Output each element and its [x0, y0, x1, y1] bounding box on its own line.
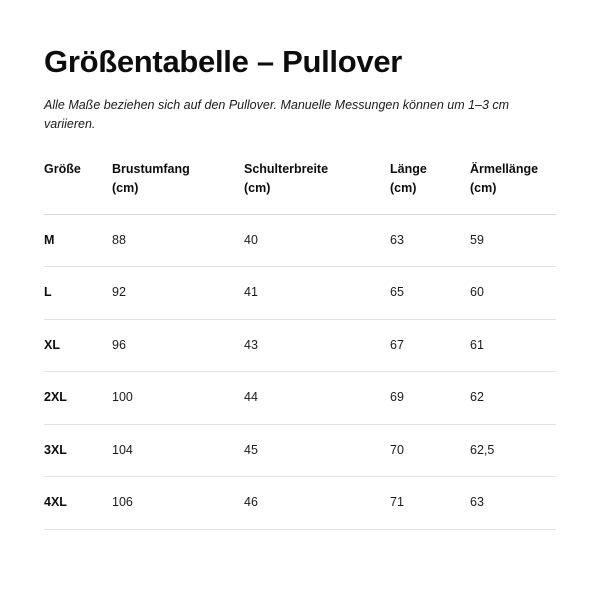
table-row	[44, 477, 556, 530]
cell-sleeve: 62,5	[470, 424, 556, 477]
cell-shoulder: 41	[244, 267, 390, 320]
cell-length: 69	[390, 372, 470, 425]
cell-chest: 104	[112, 424, 244, 477]
cell-size: L	[44, 267, 112, 320]
cell-sleeve: 60	[470, 267, 556, 320]
cell-length: 70	[390, 424, 470, 477]
cell-sleeve: 62	[470, 372, 556, 425]
column-header-length-line1: Länge	[390, 162, 427, 177]
column-header-length-line2: (cm)	[390, 181, 417, 196]
column-header-size-line1: Größe	[44, 162, 81, 177]
table-row	[44, 424, 556, 477]
table-row	[44, 319, 556, 372]
table-row	[44, 372, 556, 425]
table-header-row	[44, 160, 556, 214]
cell-shoulder: 40	[244, 214, 390, 267]
cell-chest: 100	[112, 372, 244, 425]
column-header-size	[44, 160, 112, 214]
column-header-sleeve-line2: (cm)	[470, 181, 497, 196]
size-table	[44, 160, 556, 530]
cell-chest: 106	[112, 477, 244, 530]
column-header-chest-line2: (cm)	[112, 181, 139, 196]
table-row	[44, 214, 556, 267]
column-header-shoulder-line2: (cm)	[244, 181, 271, 196]
table-row	[44, 267, 556, 320]
column-header-shoulder-line1: Schulterbreite	[244, 162, 329, 177]
page-subtitle: Alle Maße beziehen sich auf den Pullover. Manuelle Messungen können um 1–3 cm variieren.	[44, 97, 510, 132]
column-header-length	[390, 160, 470, 214]
cell-length: 63	[390, 214, 470, 267]
cell-length: 67	[390, 319, 470, 372]
cell-size: 4XL	[44, 477, 112, 530]
cell-size: 3XL	[44, 424, 112, 477]
cell-chest: 96	[112, 319, 244, 372]
column-header-chest-line1: Brustumfang	[112, 162, 190, 177]
cell-size: XL	[44, 319, 112, 372]
cell-size: 2XL	[44, 372, 112, 425]
cell-sleeve: 61	[470, 319, 556, 372]
table-header	[44, 160, 556, 214]
cell-shoulder: 45	[244, 424, 390, 477]
table-body	[44, 214, 556, 529]
cell-shoulder: 43	[244, 319, 390, 372]
column-header-shoulder	[244, 160, 390, 214]
cell-chest: 92	[112, 267, 244, 320]
cell-length: 65	[390, 267, 470, 320]
page-title: Größentabelle – Pullover	[44, 44, 403, 79]
cell-chest: 88	[112, 214, 244, 267]
cell-size: M	[44, 214, 112, 267]
cell-sleeve: 63	[470, 477, 556, 530]
cell-length: 71	[390, 477, 470, 530]
cell-shoulder: 44	[244, 372, 390, 425]
column-header-sleeve	[470, 160, 556, 214]
column-header-sleeve-line1: Ärmellänge	[470, 162, 539, 177]
cell-sleeve: 59	[470, 214, 556, 267]
cell-shoulder: 46	[244, 477, 390, 530]
column-header-chest	[112, 160, 244, 214]
